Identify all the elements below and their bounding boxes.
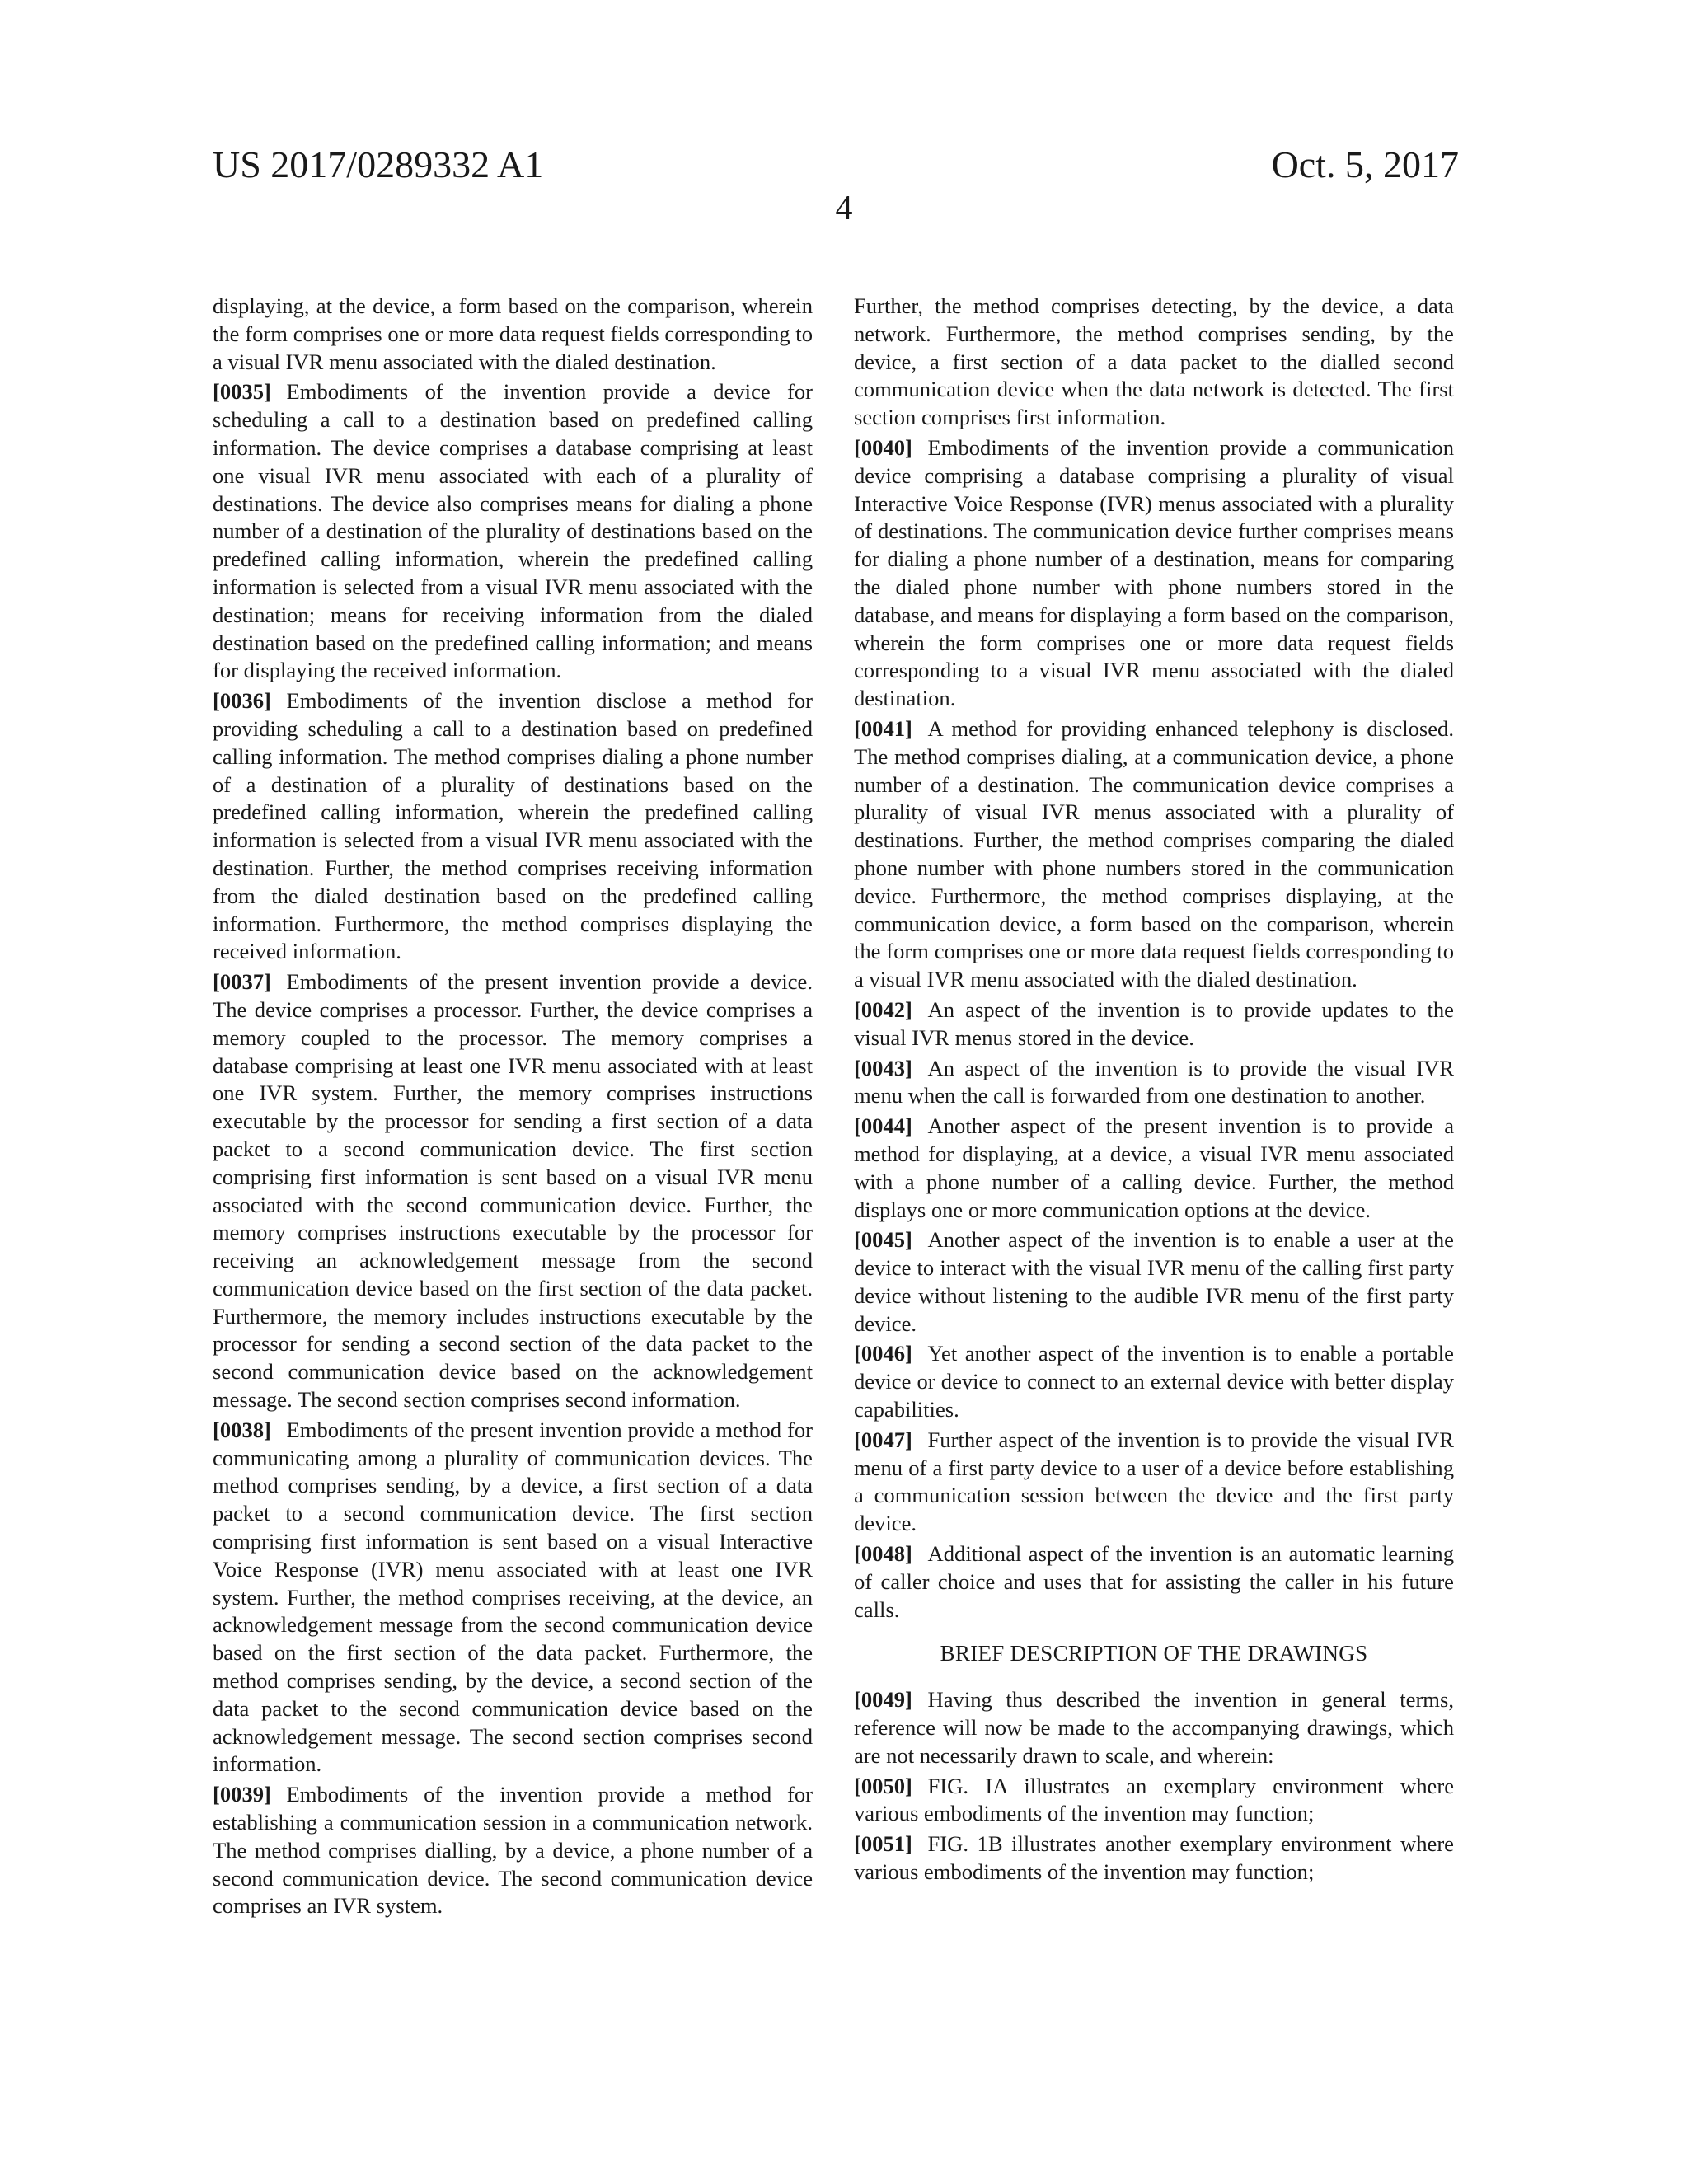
paragraph-text: displaying, at the device, a form based on the comparison, wherein the form comprises one or more data request fields corresponding to a visual IVR menu associated with the dialed destination. xyxy=(213,293,813,374)
right-column xyxy=(854,293,1454,1889)
paragraph-0051 xyxy=(854,1830,1454,1886)
paragraph-text: Additional aspect of the invention is an automatic learning of caller choice and uses that for assisting the caller in his future calls. xyxy=(854,1541,1454,1622)
paragraph-text: Another aspect of the invention is to enable a user at the device to interact with the visual IVR menu of the calling first party device without listening to the audible IVR menu of the first party device. xyxy=(854,1227,1454,1336)
paragraph-number: [0046] xyxy=(854,1341,912,1366)
paragraph-0046 xyxy=(854,1340,1454,1423)
paragraph xyxy=(854,293,1454,432)
left-column xyxy=(213,293,813,1923)
paragraph-0045 xyxy=(854,1226,1454,1338)
paragraph-number: [0048] xyxy=(854,1541,912,1567)
paragraph-0035 xyxy=(213,378,813,685)
paragraph-0040 xyxy=(854,434,1454,713)
paragraph-number: [0036] xyxy=(213,688,271,714)
paragraph-number: [0044] xyxy=(854,1113,912,1139)
paragraph-0037 xyxy=(213,968,813,1414)
paragraph-number: [0038] xyxy=(213,1417,271,1442)
paragraph-text: Embodiments of the invention provide a method for establishing a communication session in a communication network. The method comprises dialling, by a device, a phone number of a second communication device. The second communication device comprises an IVR system. xyxy=(213,1782,813,1919)
paragraph-text: Embodiments of the present invention provide a method for communicating among a plurality of communication devices. The method comprises sending, by a device, a first section of a data packet to a second communication device. The first section comprising first information is sent based on a visual Interactive Voice Response (IVR) menu associated with at least one IVR system. Further, the method comprises receiving, at the device, an acknowledgement message from the second communication device based on the first section of the data packet. Furthermore, the method comprises sending, by the device, a second section of the data packet to the second communication device based on the acknowledgement message. The second section comprises second information. xyxy=(213,1417,813,1777)
paragraph-number: [0043] xyxy=(854,1055,912,1080)
paragraph-number: [0041] xyxy=(854,715,912,741)
paragraph-0042 xyxy=(854,996,1454,1052)
paragraph-0049 xyxy=(854,1686,1454,1769)
paragraph-0048 xyxy=(854,1540,1454,1624)
paragraph-text: Further, the method comprises detecting, by the device, a data network. Furthermore, the method comprises sending, by the device, a first section of a data packet to the dialled second communication device when the data network is detected. The first section comprises first information. xyxy=(854,293,1454,430)
paragraph-number: [0049] xyxy=(854,1687,912,1713)
paragraph-0047 xyxy=(854,1427,1454,1538)
page-number: 4 xyxy=(835,190,853,227)
paragraph-text: An aspect of the invention is to provide the visual IVR menu when the call is forwarded from one destination to another. xyxy=(854,1055,1454,1108)
paragraph xyxy=(213,293,813,376)
paragraph-0041 xyxy=(854,715,1454,994)
paragraph-number: [0050] xyxy=(854,1773,912,1798)
patent-number: US 2017/0289332 A1 xyxy=(213,143,544,185)
paragraph-text: An aspect of the invention is to provide updates to the visual IVR menus stored in the device. xyxy=(854,996,1454,1050)
paragraph-text: A method for providing enhanced telephony is disclosed. The method comprises dialing, at a communication device, a phone number of a destination. The communication device comprises a plurality of visual IVR menus associated with a plurality of destinations. Further, the method comprises comparing the dialed phone number with phone numbers stored in the communication device. Furthermore, the method comprises displaying, at the communication device, a form based on the comparison, wherein the form comprises one or more data request fields corresponding to a visual IVR menu associated with the dialed destination. xyxy=(854,715,1454,992)
paragraph-text: Having thus described the invention in general terms, reference will now be made to the accompanying drawings, which are not necessarily drawn to scale, and wherein: xyxy=(854,1687,1454,1768)
paragraph-number: [0039] xyxy=(213,1782,271,1807)
paragraph-0050 xyxy=(854,1773,1454,1829)
paragraph-0044 xyxy=(854,1113,1454,1224)
paragraph-0038 xyxy=(213,1417,813,1779)
paragraph-text: Embodiments of the present invention provide a device. The device comprises a processor. Further, the device comprises a memory coupled to the processor. The memory comprises a database comprising at least one IVR menu associated with at least one IVR system. Further, the memory comprises instructions executable by the processor for sending a first section of a data packet to a second communication device. The first section comprising first information is sent based on a visual IVR menu associated with the second communication device. Further, the memory comprises instructions executable by the processor for receiving an acknowledgement message from the second communication device based on the first section of the data packet. Furthermore, the memory includes instructions executable by the processor for sending a second section of the data packet to the second communication device based on the acknowledgement message. The second section comprises second information. xyxy=(213,969,813,1413)
paragraph-text: FIG. IA illustrates an exemplary environment where various embodiments of the invention may function; xyxy=(854,1773,1454,1826)
paragraph-text: Embodiments of the invention provide a device for scheduling a call to a destination based on predefined calling information. The device comprises a database comprising at least one visual IVR menu associated with each of a plurality of destinations. The device also comprises means for dialing a phone number of a destination of the plurality of destinations based on the predefined calling information, wherein the predefined calling information is selected from a visual IVR menu associated with the destination; means for receiving information from the dialed destination based on the predefined calling information; and means for displaying the received information. xyxy=(213,379,813,683)
paragraph-number: [0042] xyxy=(854,996,912,1022)
paragraph-number: [0047] xyxy=(854,1427,912,1452)
section-heading: BRIEF DESCRIPTION OF THE DRAWINGS xyxy=(940,1641,1368,1666)
paragraph-number: [0045] xyxy=(854,1227,912,1253)
paragraph-text: Embodiments of the invention provide a communication device comprising a database comprising a plurality of visual Interactive Voice Response (IVR) menus associated with a plurality of destinations. The communication device further comprises means for dialing a phone number of a destination, means for comparing the dialed phone number with phone numbers stored in the database, and means for displaying a form based on the comparison, wherein the form comprises one or more data request fields corresponding to a visual IVR menu associated with the dialed destination. xyxy=(854,434,1454,711)
publication-date: Oct. 5, 2017 xyxy=(1271,143,1459,185)
paragraph-number: [0035] xyxy=(213,379,271,405)
paragraph-0036 xyxy=(213,687,813,966)
paragraph-number: [0040] xyxy=(854,434,912,460)
paragraph-number: [0051] xyxy=(854,1831,912,1857)
paragraph-number: [0037] xyxy=(213,969,271,995)
paragraph-text: Yet another aspect of the invention is to enable a portable device or device to connect to an external device with better display capabilities. xyxy=(854,1341,1454,1422)
paragraph-text: Another aspect of the present invention is to provide a method for displaying, at a device, a visual IVR menu associated with a phone number of a calling device. Further, the method displays one or more communication options at the device. xyxy=(854,1113,1454,1222)
paragraph-0039 xyxy=(213,1781,813,1920)
paragraph-text: Further aspect of the invention is to provide the visual IVR menu of a first party device to a user of a device before establishing a communication session between the device and the first party device. xyxy=(854,1427,1454,1536)
paragraph-0043 xyxy=(854,1055,1454,1111)
paragraph-text: Embodiments of the invention disclose a method for providing scheduling a call to a destination based on predefined calling information. The method comprises dialing a phone number of a destination of a plurality of destinations based on the predefined calling information, wherein the predefined calling information is selected from a visual IVR menu associated with the destination. Further, the method comprises receiving information from the dialed destination based on the predefined calling information. Furthermore, the method comprises displaying the received information. xyxy=(213,688,813,964)
paragraph-text: FIG. 1B illustrates another exemplary environment where various embodiments of the invention may function; xyxy=(854,1831,1454,1885)
